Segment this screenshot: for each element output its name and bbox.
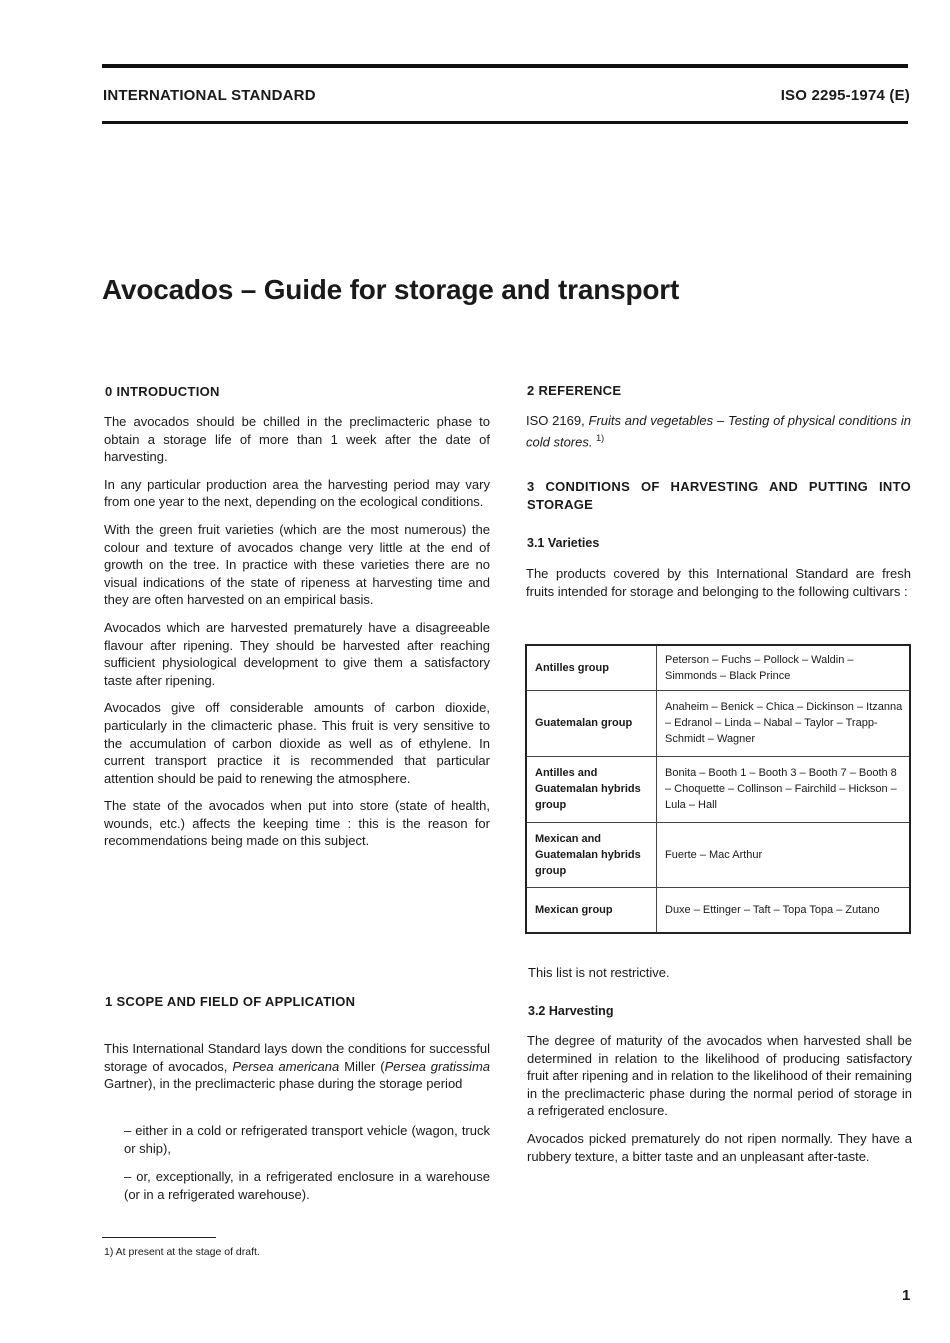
header-right: ISO 2295-1974 (E) <box>780 87 910 104</box>
cultivars-cell: Duxe – Ettinger – Taft – Topa Topa – Zutano <box>665 903 880 916</box>
table-row <box>526 887 910 933</box>
footnote: 1) At present at the stage of draft. <box>104 1246 260 1258</box>
harvesting-paragraph: Avocados picked prematurely do not ripen normally. They have a rubbery texture, a bitter taste and an unpleasant after-taste. <box>527 1130 912 1164</box>
intro-paragraph: With the green fruit varieties (which are the most numerous) the colour and texture of avocados change very little at the end of growth on the tree. In practice with these varieties there are no visual indications of the state of ripeness at harvesting time and they are often harvested on an empirical basis. <box>104 521 490 608</box>
scope-body <box>104 1040 490 1093</box>
cultivars-cell: Anaheim – Benick – Chica – Dickinson – Itzanna – Edranol – Linda – Nabal – Taylor – Trapp-Schmidt – Wagner <box>657 690 911 756</box>
group-cell: Guatemalan group <box>526 690 657 756</box>
intro-paragraph: Avocados give off considerable amounts of carbon dioxide, particularly in the climacteric phase. This fruit is very sensitive to the accumulation of carbon dioxide as well as of ethylene. In current transport practice it is recommended that particular attention should be paid to renewing the atmosphere. <box>104 700 490 786</box>
harvesting-paragraph: The degree of maturity of the avocados when harvested shall be determined in relation to the likelihood of producing satisfactory fruit after ripening and in relation to the likelihood of their remaining in the preclimacteric phase during the normal period of storage in a refrigerated enclosure. <box>527 1033 912 1119</box>
intro-paragraph: Avocados which are harvested prematurely have a disagreeable flavour after ripening. They should be harvested after reaching sufficient physiological development to give them a satisfactory taste after ripening. <box>104 619 490 688</box>
intro-paragraph: In any particular production area the harvesting period may vary from one year to the next, depending on the ecological conditions. <box>104 476 490 510</box>
scope-heading: 1 SCOPE AND FIELD OF APPLICATION <box>105 994 356 1009</box>
group-cell: Antilles group <box>526 645 657 690</box>
header-bottom-rule <box>102 121 908 124</box>
varieties-note: This list is not restrictive. <box>528 965 670 980</box>
group-cell: Antilles and Guatemalan hybrids group <box>526 756 657 822</box>
cultivars-cell: Bonita – Booth 1 – Booth 3 – Booth 7 – Booth 8 – Choquette – Collinson – Fairchild – Hickson – Lula – Hall <box>657 756 911 822</box>
intro-paragraph: The avocados should be chilled in the preclimacteric phase to obtain a storage life of more than 1 week after the date of harvesting. <box>104 414 490 465</box>
group-cell: Mexican group <box>526 887 657 933</box>
reference-heading: 2 REFERENCE <box>527 383 622 398</box>
group-cell: Mexican and Guatemalan hybrids group <box>526 822 657 887</box>
reference-title: Fruits and vegetables – Testing of physical conditions in cold stores. <box>526 413 911 449</box>
synonym-name: Persea gratissima <box>384 1058 491 1074</box>
scope-list-item: – or, exceptionally, in a refrigerated enclosure in a warehouse (or in a refrigerated warehouse). <box>124 1169 490 1202</box>
footnote-rule <box>102 1237 216 1238</box>
page-number: 1 <box>902 1287 911 1304</box>
cultivar-table <box>525 644 911 934</box>
scope-paragraph: This International Standard lays down the conditions for successful storage of avocados, Persea americana Miller (Persea gratissima Gartner), in the preclimacteric phase during the storage period <box>104 1041 491 1092</box>
scope-list-item: – either in a cold or refrigerated transport vehicle (wagon, truck or ship), <box>124 1123 490 1156</box>
intro-paragraph: The state of the avocados when put into store (state of health, wounds, etc.) affects the keeping time : this is the reason for recommendations being made on this subject. <box>104 798 490 849</box>
varieties-body <box>526 565 911 600</box>
header-left: INTERNATIONAL STANDARD <box>103 87 316 104</box>
footnote-mark: 1) <box>596 432 605 443</box>
page-title: Avocados – Guide for storage and transport <box>102 274 680 305</box>
table-row <box>526 645 910 690</box>
table-row <box>526 822 910 887</box>
harvesting-heading: 3.2 Harvesting <box>528 1004 614 1018</box>
intro-heading: 0 INTRODUCTION <box>105 384 220 399</box>
varieties-text: The products covered by this International Standard are fresh fruits intended for storage and belonging to the following cultivars : <box>526 566 911 599</box>
varieties-heading: 3.1 Varieties <box>527 536 600 550</box>
table-row <box>526 756 910 822</box>
harvesting-body <box>527 1032 912 1165</box>
header-top-rule <box>102 64 908 68</box>
reference-citation: ISO 2169, Fruits and vegetables – Testing of physical conditions in cold stores. $^{1)}$ <box>526 413 911 449</box>
cultivars-cell: Fuerte – Mac Arthur <box>657 822 911 887</box>
cultivars-cell: Peterson – Fuchs – Pollock – Waldin – Simmonds – Black Prince <box>657 645 911 690</box>
table-row <box>526 690 910 756</box>
intro-body <box>104 413 490 850</box>
reference-body <box>526 412 911 451</box>
conditions-heading: 3 CONDITIONS OF HARVESTING AND PUTTING INTO STORAGE <box>527 479 911 512</box>
species-name: Persea americana <box>232 1058 340 1074</box>
